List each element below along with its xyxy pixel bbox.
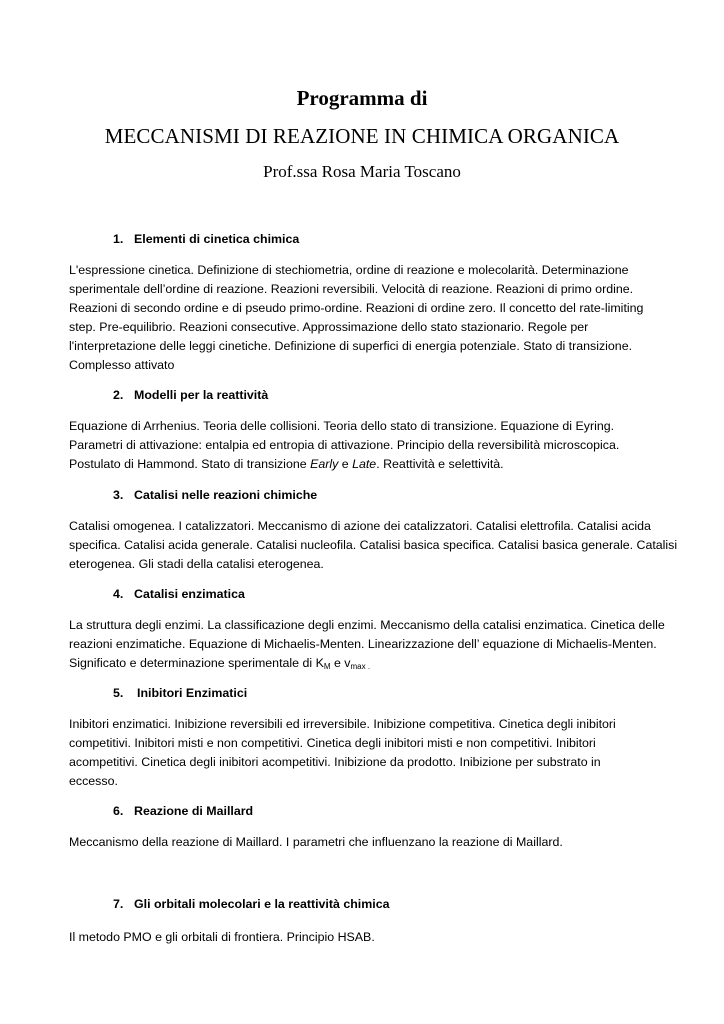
section-heading-6 (113, 804, 253, 818)
section-title: Catalisi enzimatica (134, 587, 245, 601)
body-line: Catalisi omogenea. I catalizzatori. Meccanismo di azione dei catalizzatori. Catalisi elettrofila. Catalisi acida (69, 519, 651, 533)
section-number: 4. (113, 587, 124, 601)
section-body-4 (69, 616, 665, 673)
body-text: e v (330, 655, 351, 670)
body-text: e (338, 456, 353, 471)
italic-term: Late (352, 456, 377, 471)
section-heading-7 (113, 897, 389, 911)
section-number: 7. (113, 897, 124, 911)
body-line: sperimentale dell’ordine di reazione. Reazioni reversibili. Velocità di reazione. Reazioni di primo ordine. (69, 281, 634, 296)
body-line: step. Pre-equilibrio. Reazioni consecutive. Approssimazione dello stato stazionario. Regole per (69, 319, 589, 334)
body-line: reazioni enzimatiche. Equazione di Michaelis-Menten. Linearizzazione dell’ equazione di Michaelis-Menten. (69, 636, 657, 651)
body-line: Meccanismo della reazione di Maillard. I parametri che influenzano la reazione di Maillard. (69, 835, 563, 849)
section-title: Inibitori Enzimatici (137, 686, 248, 700)
body-line: Parametri di attivazione: entalpia ed entropia di attivazione. Principio della reversibilità microscopica. (69, 437, 620, 452)
body-line (69, 455, 659, 474)
section-heading-5 (113, 686, 247, 700)
body-text: Postulato di Hammond. Stato di transizione (69, 456, 311, 471)
section-number: 1. (113, 232, 124, 246)
subscript: M (323, 661, 331, 671)
section-heading-2 (113, 388, 268, 402)
section-heading-1 (113, 232, 299, 246)
body-line: L'espressione cinetica. Definizione di stechiometria, ordine di reazione e molecolarità. Determinazione (69, 263, 629, 277)
body-line: competitivi. Inibitori misti e non competitivi. Cinetica degli inibitori misti e non competitivi. Inibitori (69, 735, 596, 750)
body-line: La struttura degli enzimi. La classificazione degli enzimi. Meccanismo della catalisi enzimatica. Cinetica delle (69, 618, 665, 632)
subscript: max . (350, 661, 371, 671)
body-line: l'interpretazione delle leggi cinetiche. Definizione di superfici di energia potenziale. Stato di transizione. (69, 338, 633, 353)
section-title: Modelli per la reattività (134, 388, 269, 402)
body-line: Reazioni di secondo ordine e di pseudo primo-ordine. Reazioni di ordine zero. Il concetto del rate-limiting (69, 300, 644, 315)
italic-term: Early (310, 456, 339, 471)
document-title: Programma di (296, 86, 428, 110)
body-line: eterogenea. Gli stadi della catalisi eterogenea. (69, 556, 324, 571)
document-subtitle: MECCANISMI DI REAZIONE IN CHIMICA ORGANICA (104, 124, 620, 148)
section-number: 6. (113, 804, 124, 818)
section-title: Elementi di cinetica chimica (134, 232, 300, 246)
body-line (69, 654, 659, 673)
body-line: Complesso attivato (69, 357, 175, 372)
section-title: Reazione di Maillard (134, 804, 254, 818)
section-title: Catalisi nelle reazioni chimiche (134, 488, 318, 502)
section-body-1 (69, 261, 659, 374)
body-line: Inibitori enzimatici. Inibizione reversibili ed irreversibile. Inibizione competitiva. Cinetica degli inibitori (69, 717, 616, 731)
section-number: 5. (113, 686, 124, 700)
section-body-7 (69, 928, 659, 947)
body-text: Significato e determinazione sperimentale di K (69, 655, 324, 670)
body-line: Equazione di Arrhenius. Teoria delle collisioni. Teoria dello stato di transizione. Equazione di Eyring. (69, 419, 615, 433)
section-body-2 (69, 417, 659, 474)
body-line: Il metodo PMO e gli orbitali di frontiera. Principio HSAB. (69, 930, 375, 944)
section-body-3 (69, 517, 678, 574)
section-heading-3 (113, 488, 317, 502)
section-number: 2. (113, 388, 124, 402)
section-body-6 (69, 833, 659, 852)
section-title: Gli orbitali molecolari e la reattività chimica (134, 897, 390, 911)
section-number: 3. (113, 488, 124, 502)
body-line: eccesso. (69, 773, 118, 788)
body-line: specifica. Catalisi acida generale. Catalisi nucleofila. Catalisi basica specifica. Catalisi basica generale. Catalisi (69, 537, 678, 552)
body-text: . Reattività e selettività. (376, 456, 504, 471)
document-author: Prof.ssa Rosa Maria Toscano (263, 162, 461, 181)
section-body-5 (69, 715, 659, 791)
section-heading-4 (113, 587, 245, 601)
body-line: acompetitivi. Cinetica degli inibitori acompetitivi. Inibizione da prodotto. Inibizione per substrato in (69, 754, 601, 769)
